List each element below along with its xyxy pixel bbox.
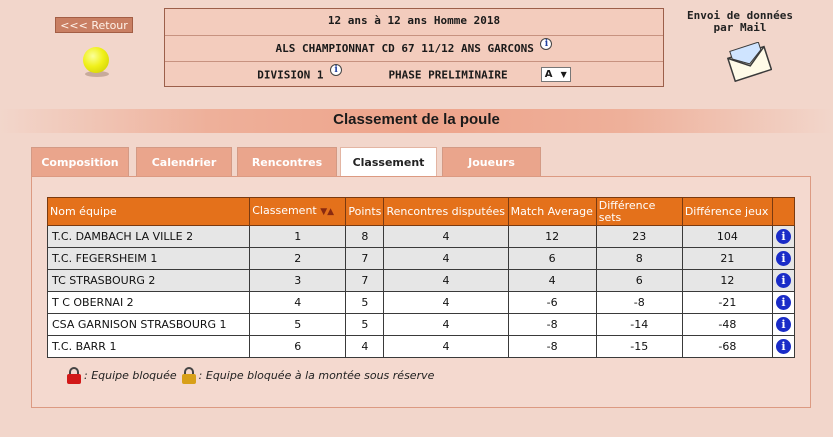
division-row <box>165 65 663 83</box>
table-header-row <box>48 198 795 226</box>
cell-rank: 6 <box>250 336 346 358</box>
col-points: Points <box>346 198 384 226</box>
cell-points: 7 <box>346 270 384 292</box>
back-button[interactable]: <<< Retour <box>55 17 133 33</box>
cell-diff-games: 21 <box>682 248 772 270</box>
cell-rank: 3 <box>250 270 346 292</box>
chevron-down-icon: ▼ <box>560 70 567 79</box>
cell-diff-sets: -15 <box>596 336 682 358</box>
cell-info <box>772 336 794 358</box>
cell-matches: 4 <box>384 292 508 314</box>
cell-info <box>772 226 794 248</box>
cell-diff-sets: 23 <box>596 226 682 248</box>
section-title: Classement de la poule <box>333 111 500 128</box>
cell-points: 4 <box>346 336 384 358</box>
mail-export-label[interactable] <box>680 10 800 34</box>
mail-label-line2: par Mail <box>713 21 767 34</box>
tab-calendrier[interactable]: Calendrier <box>136 147 232 177</box>
cell-team: TC STRASBOURG 2 <box>48 270 250 292</box>
phase-label: PHASE PRELIMINAIRE <box>388 68 508 82</box>
cell-team: T.C. BARR 1 <box>48 336 250 358</box>
col-diff-games: Différence jeux <box>682 198 772 226</box>
divider <box>165 61 663 62</box>
cell-matches: 4 <box>384 248 508 270</box>
competition-info-box <box>164 8 664 87</box>
tennis-ball-icon <box>83 47 109 73</box>
cell-match-average: -8 <box>508 314 596 336</box>
championship-text: ALS CHAMPIONNAT CD 67 11/12 ANS GARCONS <box>275 42 534 55</box>
cell-diff-games: -21 <box>682 292 772 314</box>
cell-team: T C OBERNAI 2 <box>48 292 250 314</box>
info-icon[interactable]: i <box>776 251 791 266</box>
table-row <box>48 336 795 358</box>
cell-diff-games: 104 <box>682 226 772 248</box>
cell-matches: 4 <box>384 336 508 358</box>
cell-match-average: 4 <box>508 270 596 292</box>
cell-points: 8 <box>346 226 384 248</box>
tab-classement[interactable]: Classement <box>340 147 437 178</box>
cell-diff-games: -48 <box>682 314 772 336</box>
sort-arrows-icon[interactable]: ▼▲ <box>320 207 335 217</box>
col-info <box>772 198 794 226</box>
cell-team: T.C. DAMBACH LA VILLE 2 <box>48 226 250 248</box>
cell-info <box>772 292 794 314</box>
cell-diff-sets: 6 <box>596 270 682 292</box>
cell-diff-games: -68 <box>682 336 772 358</box>
cell-info <box>772 248 794 270</box>
table-row <box>48 270 795 292</box>
cell-diff-sets: 8 <box>596 248 682 270</box>
legend <box>67 367 439 384</box>
info-icon[interactable]: i <box>776 273 791 288</box>
cell-diff-sets: -14 <box>596 314 682 336</box>
col-rank-label: Classement <box>252 204 317 217</box>
lock-red-icon <box>67 367 81 384</box>
col-rank[interactable] <box>250 198 346 226</box>
cell-matches: 4 <box>384 226 508 248</box>
cell-info <box>772 270 794 292</box>
col-diff-sets: Différence sets <box>596 198 682 226</box>
table-row <box>48 226 795 248</box>
cell-match-average: 12 <box>508 226 596 248</box>
division-text: DIVISION 1 <box>257 68 324 82</box>
cell-rank: 5 <box>250 314 346 336</box>
table-row <box>48 292 795 314</box>
category-text: 12 ans à 12 ans Homme 2018 <box>327 14 501 27</box>
cell-points: 7 <box>346 248 384 270</box>
info-icon[interactable]: i <box>330 64 342 76</box>
cell-match-average: -8 <box>508 336 596 358</box>
cell-rank: 2 <box>250 248 346 270</box>
ranking-table <box>47 197 795 358</box>
cell-team: T.C. FEGERSHEIM 1 <box>48 248 250 270</box>
envelope-icon[interactable] <box>726 42 772 82</box>
table-row <box>48 248 795 270</box>
info-icon[interactable]: i <box>776 339 791 354</box>
phase-select-value: A <box>544 69 553 80</box>
cell-diff-games: 12 <box>682 270 772 292</box>
col-team: Nom équipe <box>48 198 250 226</box>
info-icon[interactable]: i <box>776 317 791 332</box>
cell-matches: 4 <box>384 314 508 336</box>
cell-match-average: 6 <box>508 248 596 270</box>
info-icon[interactable]: i <box>540 38 552 50</box>
cell-matches: 4 <box>384 270 508 292</box>
info-icon[interactable]: i <box>776 229 791 244</box>
legend-blocked: : Equipe bloquée <box>84 369 177 382</box>
cell-info <box>772 314 794 336</box>
table-row <box>48 314 795 336</box>
cell-match-average: -6 <box>508 292 596 314</box>
cell-rank: 4 <box>250 292 346 314</box>
legend-blocked-promotion: : Equipe bloquée à la montée sous réserve <box>198 369 435 382</box>
phase-select[interactable] <box>541 67 571 82</box>
cell-diff-sets: -8 <box>596 292 682 314</box>
tab-rencontres[interactable]: Rencontres <box>237 147 337 177</box>
cell-points: 5 <box>346 314 384 336</box>
mail-label-line1: Envoi de données <box>687 9 793 22</box>
cell-points: 5 <box>346 292 384 314</box>
cell-team: CSA GARNISON STRASBOURG 1 <box>48 314 250 336</box>
cell-rank: 1 <box>250 226 346 248</box>
divider <box>165 35 663 36</box>
col-match-average: Match Average <box>508 198 596 226</box>
lock-gold-icon <box>182 367 196 384</box>
tab-composition[interactable]: Composition <box>31 147 129 177</box>
info-icon[interactable]: i <box>776 295 791 310</box>
championship-row <box>165 39 663 55</box>
tab-joueurs[interactable]: Joueurs <box>442 147 541 177</box>
col-matches: Rencontres disputées <box>384 198 508 226</box>
